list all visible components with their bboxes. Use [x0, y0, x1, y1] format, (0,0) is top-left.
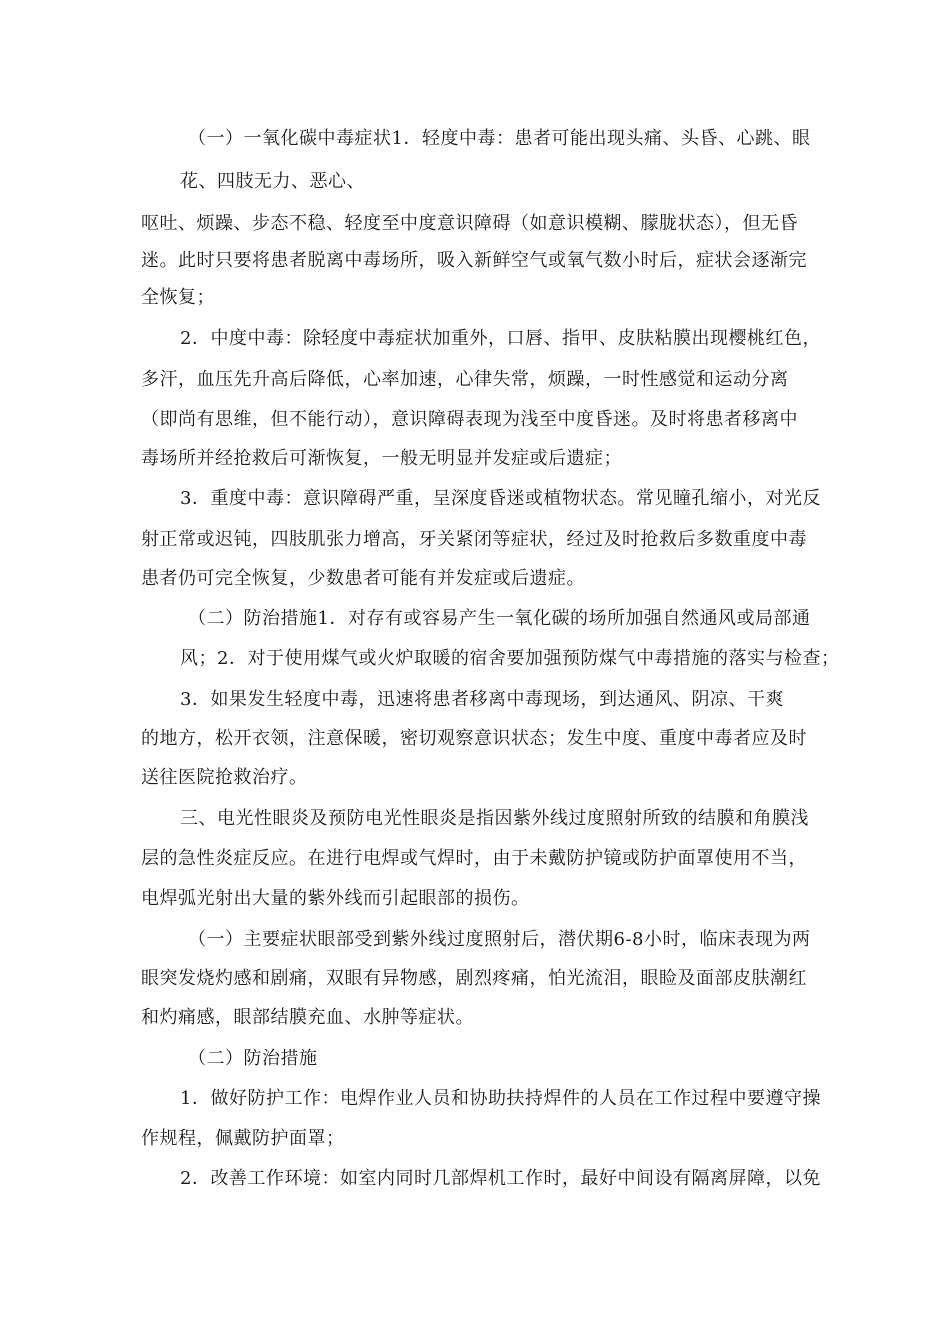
text-line: 1．做好防护工作：电焊作业人员和协助扶持焊件的人员在工作过程中要遵守操 — [180, 1088, 821, 1109]
text-line: 2．改善工作环境：如室内同时几部焊机工作时，最好中间设有隔离屏障，以免 — [180, 1168, 821, 1189]
text-line: 毒场所并经抢救后可渐恢复，一般无明显并发症或后遗症； — [141, 448, 622, 469]
text-line: 送往医院抢救治疗。 — [141, 767, 308, 788]
text-line: 眼突发烧灼感和剧痛，双眼有异物感，剧烈疼痛，怕光流泪，眼睑及面部皮肤潮红 — [141, 968, 807, 989]
text-line: 电焊弧光射出大量的紫外线而引起眼部的损伤。 — [141, 888, 530, 909]
text-line: 射正常或迟钝，四肢肌张力增高，牙关紧闭等症状，经过及时抢救后多数重度中毒 — [141, 529, 807, 550]
text-line: （即尚有思维，但不能行动），意识障碍表现为浅至中度昏迷。及时将患者移离中 — [141, 409, 798, 430]
text-line: 患者仍可完全恢复，少数患者可能有并发症或后遗症。 — [141, 568, 585, 589]
text-line: 3．如果发生轻度中毒，迅速将患者移离中毒现场，到达通风、阴凉、干爽 — [180, 689, 784, 710]
text-line: 作规程，佩戴防护面罩； — [141, 1128, 345, 1149]
text-line: 三、电光性眼炎及预防电光性眼炎是指因紫外线过度照射所致的结膜和角膜浅 — [180, 808, 809, 829]
text-line: （一）主要症状眼部受到紫外线过度照射后，潜伏期6-8小时，临床表现为两 — [188, 929, 811, 950]
text-line: （二）防治措施1．对存有或容易产生一氧化碳的场所加强自然通风或局部通 — [188, 608, 811, 629]
text-line: 全恢复； — [141, 287, 215, 308]
text-line: （一）一氧化碳中毒症状1．轻度中毒：患者可能出现头痛、头昏、心跳、眼 — [188, 128, 811, 149]
text-line: 花、四肢无力、恶心、 — [180, 171, 365, 192]
text-line: 迷。此时只要将患者脱离中毒场所，吸入新鲜空气或氧气数小时后，症状会逐渐完 — [141, 250, 807, 271]
text-line: 层的急性炎症反应。在进行电焊或气焊时，由于未戴防护镜或防护面罩使用不当， — [141, 848, 807, 869]
text-line: 多汗，血压先升高后降低，心率加速，心律失常，烦躁，一时性感觉和运动分离 — [141, 369, 789, 390]
text-line: 3．重度中毒：意识障碍严重，呈深度昏迷或植物状态。常见瞳孔缩小，对光反 — [180, 488, 821, 509]
text-line: 2．中度中毒：除轻度中毒症状加重外，口唇、指甲、皮肤粘膜出现樱桃红色， — [180, 328, 821, 349]
text-line: 呕吐、烦躁、步态不稳、轻度至中度意识障碍（如意识模糊、朦胧状态），但无昏 — [141, 213, 798, 234]
text-line: 的地方，松开衣领，注意保暖，密切观察意识状态；发生中度、重度中毒者应及时 — [141, 728, 807, 749]
text-line: 风；2．对于使用煤气或火炉取暖的宿舍要加强预防煤气中毒措施的落实与检查； — [180, 648, 840, 669]
text-line: 和灼痛感，眼部结膜充血、水肿等症状。 — [141, 1007, 474, 1028]
text-line: （二）防治措施 — [188, 1048, 318, 1069]
